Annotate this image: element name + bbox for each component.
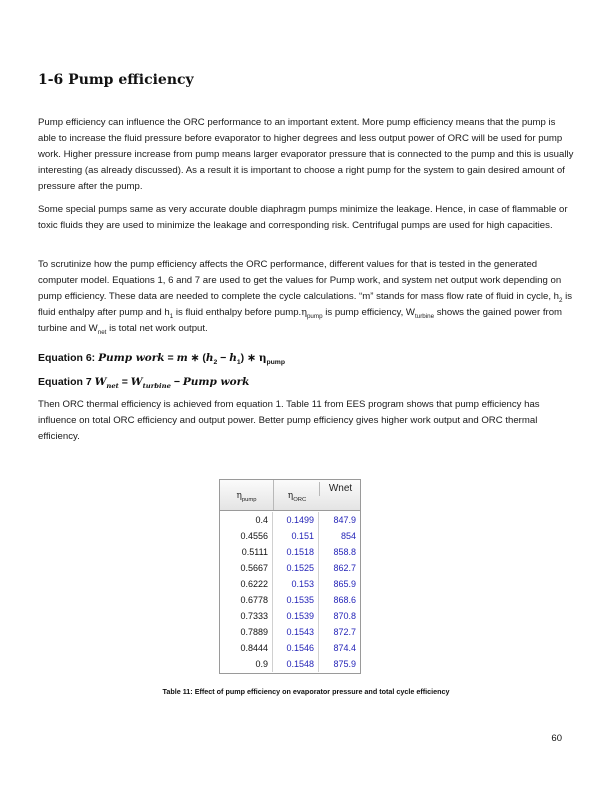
cell-wnet: 858.8 — [333, 547, 356, 557]
cell-eta-orc: 0.1548 — [273, 656, 319, 672]
cell-eta-orc: 0.151 — [273, 528, 319, 544]
paragraph-pump-influence: Pump efficiency can influence the ORC performance to an important extent. More pump efficiency means that the pump is able to increase the fluid pressure before evaporator to higher degrees and less output power of ORC will be used for pump work. Higher pressure increase from pump means larger evaporator pressure that is connected to the pump and this is usually interesting (as already discussed). As a result it is important to choose a right pump for the system to gain desired amount of pressure after the pump. — [38, 117, 574, 192]
eq6-label: Equation 6: — [38, 352, 99, 364]
p3-sub-h1: 1 — [169, 312, 174, 320]
p3-text-c: is fluid enthalpy before pump. — [173, 307, 302, 318]
eq7-wt-sub: turbine — [142, 382, 171, 391]
header-eta-orc — [273, 480, 320, 510]
table-row — [220, 640, 360, 656]
cell-eta-pump: 0.7889 — [220, 624, 273, 640]
eq7-w: W — [94, 376, 107, 388]
eq7-w-sub: net — [106, 382, 119, 391]
ees-results-table — [219, 479, 361, 674]
p3-wnet-sub: net — [97, 328, 107, 336]
eq7-equals: = — [118, 376, 131, 388]
eq6-m: m — [176, 352, 188, 364]
cell-wnet: 874.4 — [333, 643, 356, 653]
table-row — [220, 656, 360, 672]
table-row — [220, 544, 360, 560]
cell-wnet: 865.9 — [333, 579, 356, 589]
cell-wnet: 854 — [340, 531, 356, 541]
p3-text-d: is pump efficiency, W — [322, 307, 415, 318]
p3-wturbine-sub: turbine — [415, 312, 435, 320]
cell-eta-orc: 0.1525 — [273, 560, 319, 576]
eq6-h1: h — [229, 352, 237, 364]
page-number: 60 — [551, 733, 562, 744]
cell-eta-pump: 0.7333 — [220, 608, 273, 624]
cell-eta-orc: 0.1539 — [273, 608, 319, 624]
section-heading: 1-6 Pump efficiency — [38, 72, 194, 88]
cell-wnet: 870.8 — [333, 611, 356, 621]
p3-sub-h2: 2 — [559, 296, 563, 304]
p3-eta-sub: pump — [306, 312, 323, 320]
eq7-minus: − — [170, 376, 183, 388]
equation-6 — [38, 350, 576, 366]
header-eta-pump — [220, 480, 273, 510]
p3-eta-symbol: η — [301, 307, 307, 318]
eq6-h2: h — [205, 352, 214, 364]
header-eta-orc-sub: ORC — [293, 496, 307, 503]
eq7-label: Equation 7 — [38, 376, 95, 388]
eq6-lhs: Pump work — [98, 352, 165, 364]
header-wnet-label: Wnet — [328, 483, 353, 494]
cell-eta-pump: 0.5667 — [220, 560, 273, 576]
header-eta-pump-sub: pump — [241, 496, 257, 503]
eq6-minus: − — [217, 352, 230, 364]
cell-eta-pump: 0.8444 — [220, 640, 273, 656]
cell-wnet: 872.7 — [333, 627, 356, 637]
paragraph-orc-efficiency: Then ORC thermal efficiency is achieved from equation 1. Table 11 from EES program shows that pump efficiency has influence on total ORC efficiency and output power. Better pump efficiency gives higher work output and ORC thermal efficiency. — [38, 399, 540, 442]
cell-eta-pump: 0.4556 — [220, 528, 273, 544]
equation-7 — [38, 374, 576, 390]
cell-eta-orc: 0.1546 — [273, 640, 319, 656]
cell-eta-orc: 0.1518 — [273, 544, 319, 560]
cell-wnet: 875.9 — [333, 659, 356, 669]
table-caption: Table 11: Effect of pump efficiency on evaporator pressure and total cycle efficiency — [162, 687, 450, 696]
eq6-eta-sub: pump — [266, 359, 285, 367]
cell-eta-orc: 0.1499 — [273, 512, 319, 528]
cell-eta-pump: 0.4 — [220, 512, 273, 528]
cell-wnet: 847.9 — [333, 515, 356, 525]
eq7-pump-work: Pump work — [182, 376, 250, 388]
eq6-h2-sub: 2 — [213, 359, 218, 367]
table-row — [220, 512, 360, 528]
p3-text-a: To scrutinize how the pump efficiency affects the ORC performance, different values for that is tested in the generated computer model. Equations 1, 6 and 7 are used to get the values for Pump work, and system net output work depending on pump efficiency. These data are needed to complete the cycle calculations. “m” stands for mass flow rate of fluid in cycle, h — [38, 259, 562, 302]
p3-text-b: is fluid enthalpy after pump and h — [38, 291, 573, 318]
table-row — [220, 592, 360, 608]
table-body — [220, 512, 360, 672]
table-header-row — [220, 480, 360, 511]
paragraph-special-pumps: Some special pumps same as very accurate double diaphragm pumps minimize the leakage. Hence, in case of flammable or toxic fluids they are used to minimize the leakage and corresponding risk. Centrifugal pumps are used for high capacities. — [38, 204, 568, 231]
table-row — [220, 560, 360, 576]
header-eta-pump-symbol: η — [236, 491, 242, 501]
table-row — [220, 608, 360, 624]
header-eta-orc-symbol: η — [287, 491, 294, 501]
eq6-h1-sub: 1 — [236, 359, 241, 367]
table-row — [220, 576, 360, 592]
cell-eta-orc: 0.1543 — [273, 624, 319, 640]
paragraph-scrutinize — [38, 257, 576, 337]
cell-eta-pump: 0.6222 — [220, 576, 273, 592]
eq6-op2: ) ∗ — [240, 352, 259, 364]
p3-text-e: shows the gained power from turbine and W — [38, 307, 563, 334]
eq6-eta: η — [258, 352, 267, 364]
table-row — [220, 528, 360, 544]
cell-eta-pump: 0.9 — [220, 656, 273, 672]
cell-wnet: 868.6 — [333, 595, 356, 605]
eq6-op1: ∗ ( — [187, 352, 206, 364]
table-row — [220, 624, 360, 640]
p3-text-f: is total net work output. — [106, 323, 208, 334]
cell-eta-pump: 0.5111 — [220, 544, 273, 560]
eq7-wt: W — [130, 376, 143, 388]
cell-wnet: 862.7 — [333, 563, 356, 573]
cell-eta-orc: 0.153 — [273, 576, 319, 592]
cell-eta-orc: 0.1535 — [273, 592, 319, 608]
eq6-equals: = — [164, 352, 177, 364]
header-wnet — [319, 482, 361, 496]
cell-eta-pump: 0.6778 — [220, 592, 273, 608]
